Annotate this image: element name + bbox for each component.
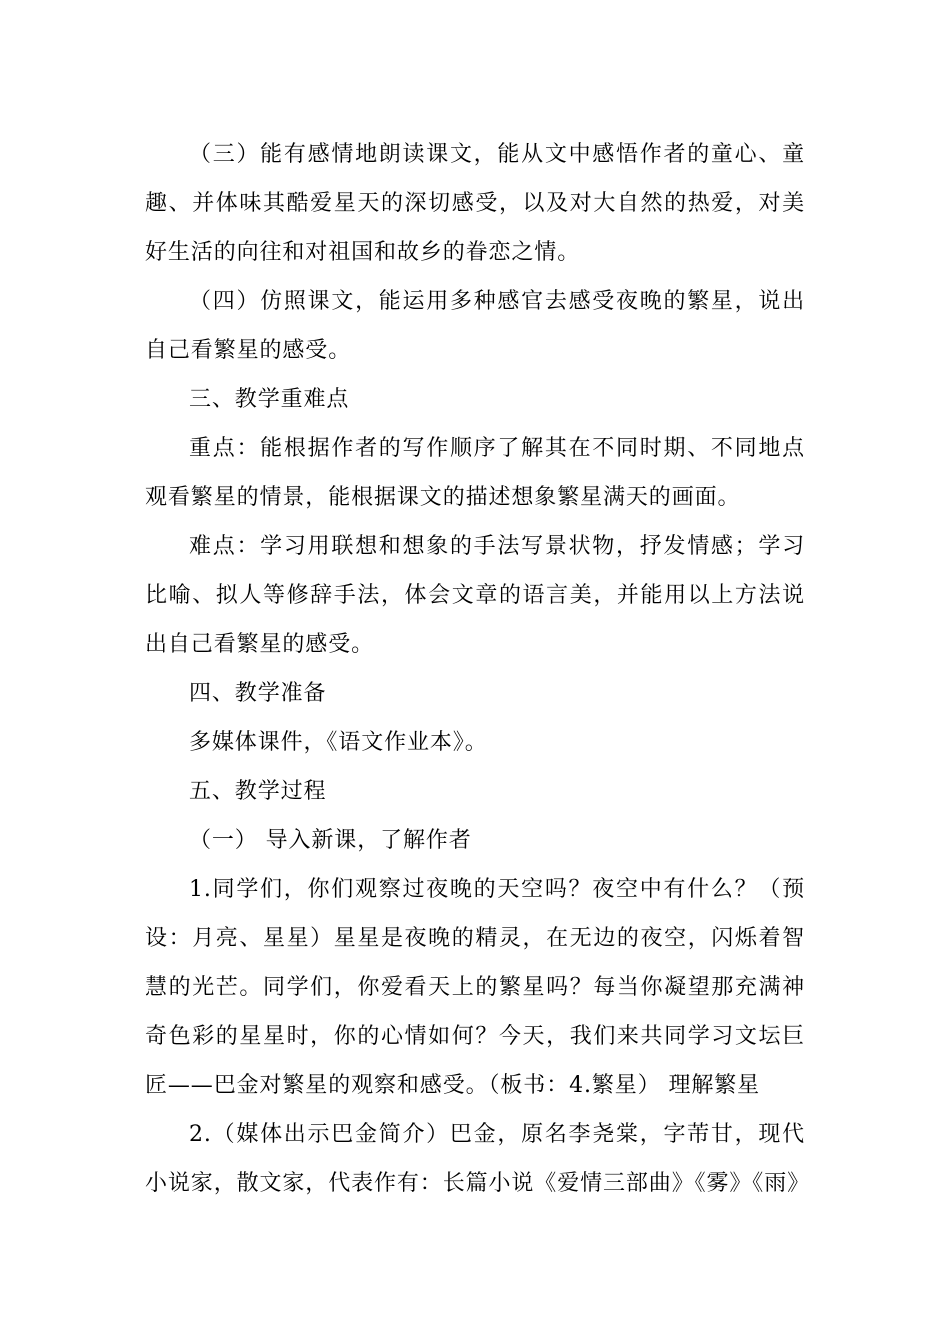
section-4-heading: 四、教学准备 bbox=[189, 681, 327, 706]
step-1-paragraph: 1.同学们，你们观察过夜晚的天空吗？夜空中有什么？（预设：月亮、星星）星星是夜晚的精灵，在无边的夜空，闪烁着智慧的光芒。同学们，你爱看天上的繁星吗？每当你凝望那充满神奇色彩的星星时，你的心情如何？今天，我们来共同学习文坛巨匠——巴金对繁星的观察和感受。（板书：4.繁星） 理解繁星 bbox=[145, 877, 805, 1098]
section-5-heading: 五、教学过程 bbox=[189, 779, 327, 804]
objective-3-paragraph: （三）能有感情地朗读课文，能从文中感悟作者的童心、童趣、并体味其酷爱星天的深切感受，以及对大自然的热爱，对美好生活的向往和对祖国和故乡的眷恋之情。 bbox=[145, 142, 805, 265]
section-3-heading: 三、教学重难点 bbox=[189, 387, 350, 412]
step-2-paragraph: 2.（媒体出示巴金简介）巴金，原名李尧棠，字芾甘，现代小说家，散文家，代表作有：长篇小说《爱情三部曲》《雾》《雨》 bbox=[145, 1122, 811, 1196]
key-point-paragraph: 重点：能根据作者的写作顺序了解其在不同时期、不同地点观看繁星的情景，能根据课文的描述想象繁星满天的画面。 bbox=[145, 436, 805, 510]
objective-4-paragraph: （四）仿照课文，能运用多种感官去感受夜晚的繁星，说出自己看繁星的感受。 bbox=[145, 289, 805, 363]
difficulty-paragraph: 难点：学习用联想和想象的手法写景状物，抒发情感；学习比喻、拟人等修辞手法，体会文章的语言美，并能用以上方法说出自己看繁星的感受。 bbox=[145, 534, 805, 657]
preparation-paragraph: 多媒体课件，《语文作业本》。 bbox=[189, 730, 488, 755]
subsection-1-heading: （一） 导入新课，了解作者 bbox=[189, 828, 472, 853]
